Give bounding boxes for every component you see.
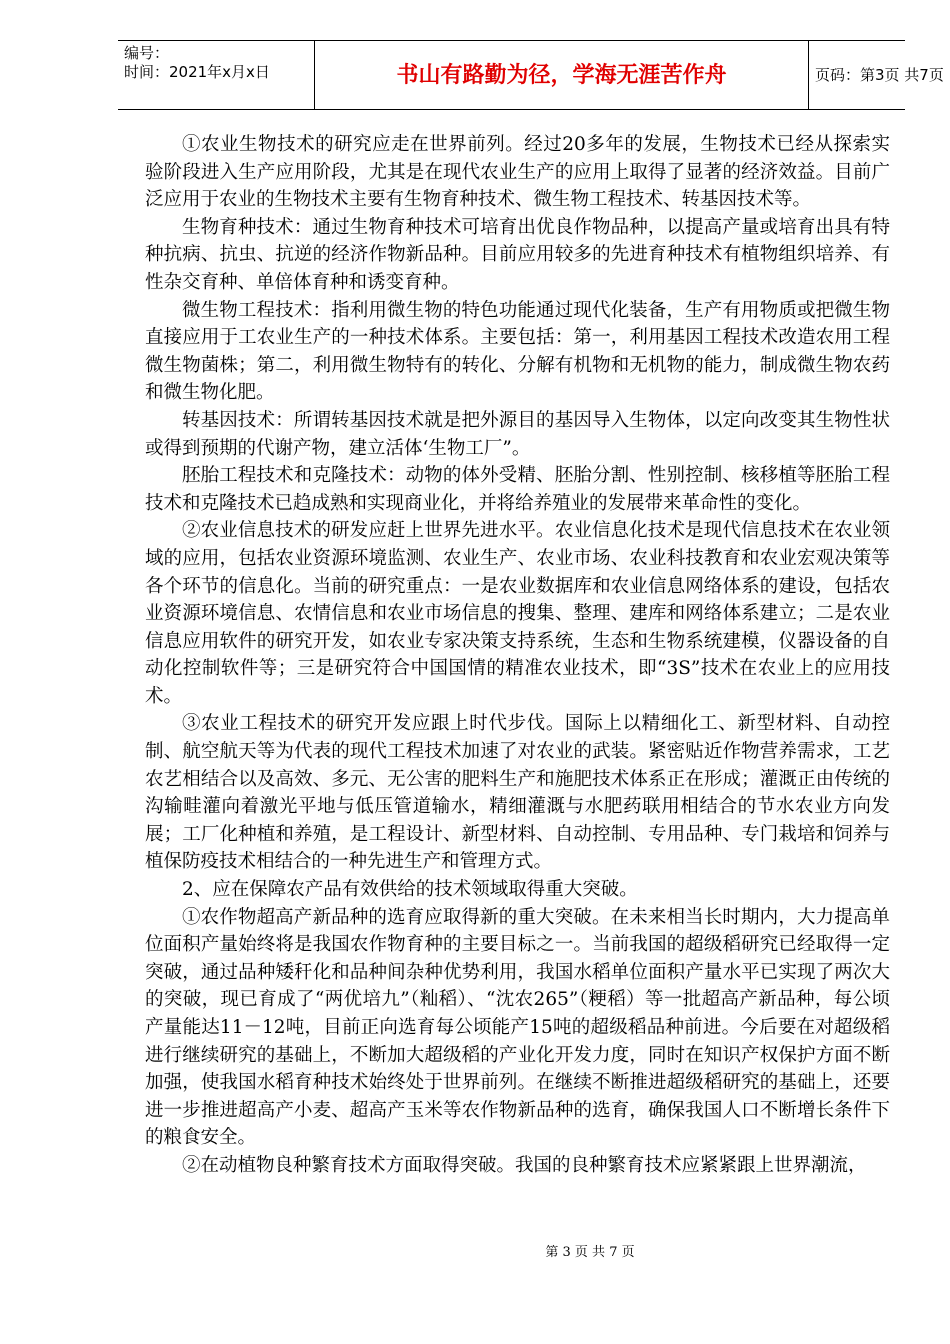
paragraph: 转基因技术：所谓转基因技术就是把外源目的基因导入生物体，以定向改变其生物性状或得到预期的代谢产物，建立活体‘生物工厂”。: [145, 409, 890, 459]
paragraph: 胚胎工程技术和克隆技术：动物的体外受精、胚胎分割、性别控制、核移植等胚胎工程技术和克隆技术已趋成熟和实现商业化，并将给养殖业的发展带来革命性的变化。: [145, 465, 890, 514]
header-meta-cell: [118, 41, 315, 109]
paragraph: 生物育种技术：通过生物育种技术可培育出优良作物品种，以提高产量或培育出具有特种抗病、抗虫、抗逆的经济作物新品种。目前应用较多的先进育种技术有植物组织培养、有性杂交育种、单倍体育种和诱变育种。: [145, 216, 890, 293]
paragraph: ②农业信息技术的研发应赶上世界先进水平。农业信息化技术是现代信息技术在农业领域的应用，包括农业资源环境监测、农业生产、农业市场、农业科技教育和农业宏观决策等各个环节的信息化。当前的研究重点：一是农业数据库和农业信息网络体系的建设，包括农业资源环境信息、农情信息和农业市场信息的搜集、整理、建库和网络体系建立；二是农业信息应用软件的研究开发，如农业专家决策支持系统，生态和生物系统建模，仪器设备的自动化控制软件等；三是研究符合中国国情的精准农业技术，即“3S”技术在农业上的应用技术。: [145, 520, 890, 707]
header-page-cell: [809, 41, 944, 109]
page-header: [118, 40, 944, 110]
body-text: [145, 131, 890, 1180]
paragraph: ①农业生物技术的研究应走在世界前列。经过20多年的发展，生物技术已经从探索实验阶段进入生产应用阶段，尤其是在现代农业生产的应用上取得了显著的经济效益。目前广泛应用于农业的生物技术主要有生物育种技术、微生物工程技术、转基因技术等。: [145, 134, 890, 211]
paragraph: 微生物工程技术：指利用微生物的特色功能通过现代化装备，生产有用物质或把微生物直接应用于工农业生产的一种技术体系。主要包括：第一，利用基因工程技术改造农用工程微生物菌株；第二，利用微生物特有的转化、分解有机物和无机物的能力，制成微生物农药和微生物化肥。: [145, 299, 890, 404]
code-label: 编号：: [124, 44, 170, 62]
time-label: 时间：2021年x月x日: [124, 63, 270, 81]
page-footer: [0, 1244, 950, 1262]
paragraph: ②在动植物良种繁育技术方面取得突破。我国的良种繁育技术应紧紧跟上世界潮流，: [182, 1154, 867, 1176]
footer-page-number: 第 3 页 共 7 页: [545, 1245, 635, 1260]
header-motto-cell: [315, 41, 809, 109]
paragraph: ③农业工程技术的研究开发应跟上时代步伐。国际上以精细化工、新型材料、自动控制、航空航天等为代表的现代工程技术加速了对农业的武装。紧密贴近作物营养需求，工艺农艺相结合以及高效、多元、无公害的肥料生产和施肥技术体系正在形成；灌溉正由传统的沟输畦灌向着激光平地与低压管道输水，精细灌溉与水肥药联用相结合的节水农业方向发展；工厂化种植和养殖，是工程设计、新型材料、自动控制、专用品种、专门栽培和饲养与植保防疫技术相结合的一种先进生产和管理方式。: [145, 713, 890, 873]
page-label: 页码：第3页 共7页: [815, 66, 944, 84]
motto: 书山有路勤为径，学海无涯苦作舟: [396, 63, 727, 88]
paragraph: ①农作物超高产新品种的选育应取得新的重大突破。在未来相当长时期内，大力提高单位面积产量始终将是我国农作物育种的主要目标之一。当前我国的超级稻研究已经取得一定突破，通过品种矮秆化和品种间杂种优势利用，我国水稻单位面积产量水平已实现了两次大的突破，现已育成了“两优培九”（籼稻）、“沈农265”（粳稻）等一批超高产新品种，每公顷产量能达11－12吨，目前正向选育每公顷能产15吨的超级稻品种前进。今后要在对超级稻进行继续研究的基础上，不断加大超级稻的产业化开发力度，同时在知识产权保护方面不断加强，使我国水稻育种技术始终处于世界前列。在继续不断推进超级稻研究的基础上，还要进一步推进超高产小麦、超高产玉米等农作物新品种的选育，确保我国人口不断增长条件下的粮食安全。: [145, 906, 890, 1149]
paragraph: 2、应在保障农产品有效供给的技术领域取得重大突破。: [182, 879, 638, 901]
